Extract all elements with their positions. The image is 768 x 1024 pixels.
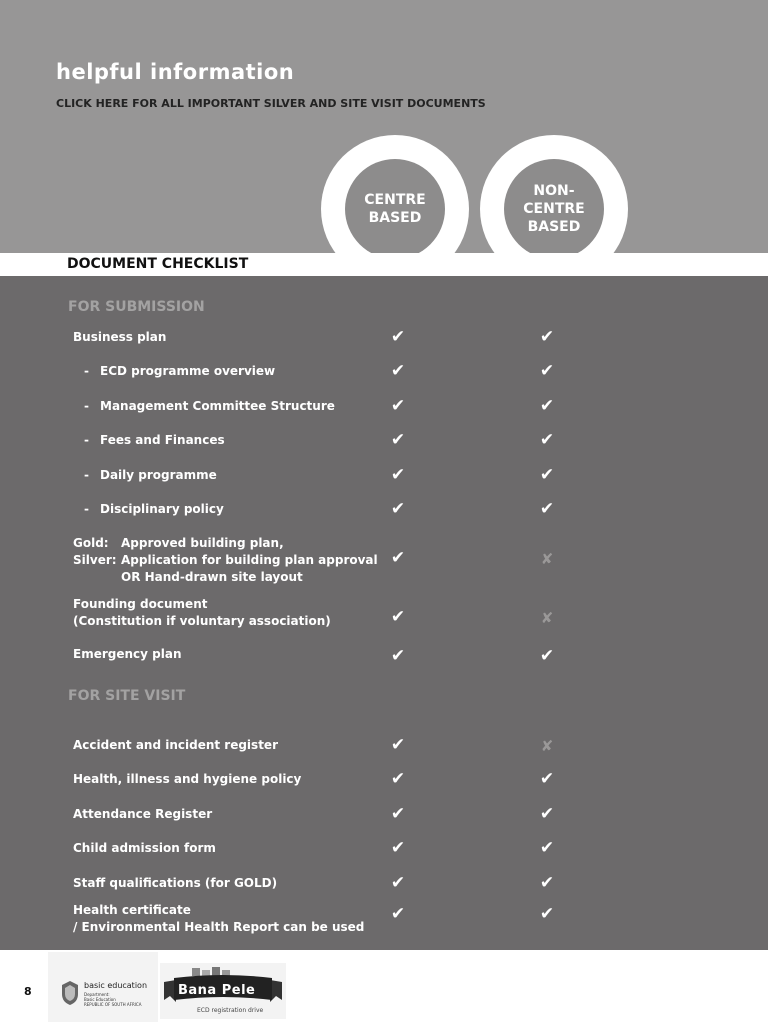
- check-icon: ✔: [390, 396, 406, 416]
- silver-requirement-alt: OR Hand-drawn site layout: [121, 570, 303, 584]
- silver-requirement: Application for building plan approval: [121, 553, 378, 567]
- check-icon: ✔: [390, 548, 406, 568]
- check-icon: ✔: [539, 769, 555, 789]
- check-icon: ✔: [390, 646, 406, 666]
- gold-requirement: Approved building plan,: [121, 536, 284, 550]
- dept-name: basic education: [84, 981, 148, 990]
- row-ecd-overview-label: - ECD programme overview: [84, 363, 275, 380]
- check-icon: ✔: [390, 904, 406, 924]
- row-accident-label: Accident and incident register: [73, 738, 278, 752]
- check-icon: ✔: [390, 327, 406, 347]
- check-icon: ✔: [390, 769, 406, 789]
- non-centre-based-label: NON- CENTRE BASED: [504, 159, 604, 259]
- check-icon: ✔: [390, 499, 406, 519]
- check-icon: ✔: [539, 327, 555, 347]
- coat-of-arms-icon: [60, 980, 80, 1006]
- check-icon: ✔: [539, 396, 555, 416]
- row-fees-label: - Fees and Finances: [84, 432, 225, 449]
- row-health-policy-label: Health, illness and hygiene policy: [73, 772, 302, 786]
- check-icon: ✔: [539, 904, 555, 924]
- row-founding-label: Founding document (Constitution if voluntary association): [73, 597, 331, 628]
- check-icon: ✔: [539, 465, 555, 485]
- check-icon: ✔: [390, 735, 406, 755]
- row-disciplinary-label: - Disciplinary policy: [84, 501, 224, 518]
- check-icon: ✔: [390, 838, 406, 858]
- check-icon: ✔: [539, 646, 555, 666]
- site-visit-heading: FOR SITE VISIT: [68, 688, 186, 704]
- page-title: helpful information: [56, 60, 295, 84]
- check-icon: ✔: [390, 465, 406, 485]
- check-icon: ✔: [539, 804, 555, 824]
- check-icon: ✔: [390, 430, 406, 450]
- cross-icon: ✘: [540, 550, 554, 568]
- check-icon: ✔: [390, 804, 406, 824]
- centre-based-label: CENTRE BASED: [345, 159, 445, 259]
- row-management-label: - Management Committee Structure: [84, 398, 335, 415]
- check-icon: ✔: [539, 838, 555, 858]
- check-icon: ✔: [539, 430, 555, 450]
- check-icon: ✔: [539, 361, 555, 381]
- row-health-cert-label: Health certificate / Environmental Health Report can be used: [73, 903, 365, 934]
- silver-tier-label: Silver:: [73, 553, 117, 567]
- gold-tier-label: Gold:: [73, 536, 109, 550]
- submission-heading: FOR SUBMISSION: [68, 299, 205, 315]
- check-icon: ✔: [390, 361, 406, 381]
- page-number: 8: [24, 985, 32, 998]
- check-icon: ✔: [390, 607, 406, 627]
- check-icon: ✔: [539, 499, 555, 519]
- checklist-title: DOCUMENT CHECKLIST: [67, 256, 249, 272]
- documents-link[interactable]: CLICK HERE FOR ALL IMPORTANT SILVER AND SITE VISIT DOCUMENTS: [56, 97, 486, 110]
- brand-name: Bana Pele: [178, 983, 256, 998]
- row-attendance-label: Attendance Register: [73, 807, 213, 821]
- row-business-plan-label: Business plan: [73, 330, 167, 344]
- brand-tagline: ECD registration drive: [197, 1007, 264, 1014]
- dept-subtitle: Department: Basic Education REPUBLIC OF SOUTH AFRICA: [84, 992, 142, 1007]
- check-icon: ✔: [539, 873, 555, 893]
- row-building-plan-label: [73, 535, 378, 586]
- cross-icon: ✘: [540, 609, 554, 627]
- check-icon: ✔: [390, 873, 406, 893]
- row-staff-label: Staff qualifications (for GOLD): [73, 876, 278, 890]
- row-emergency-label: Emergency plan: [73, 647, 182, 661]
- cross-icon: ✘: [540, 737, 554, 755]
- row-admission-label: Child admission form: [73, 841, 216, 855]
- row-daily-label: - Daily programme: [84, 467, 217, 484]
